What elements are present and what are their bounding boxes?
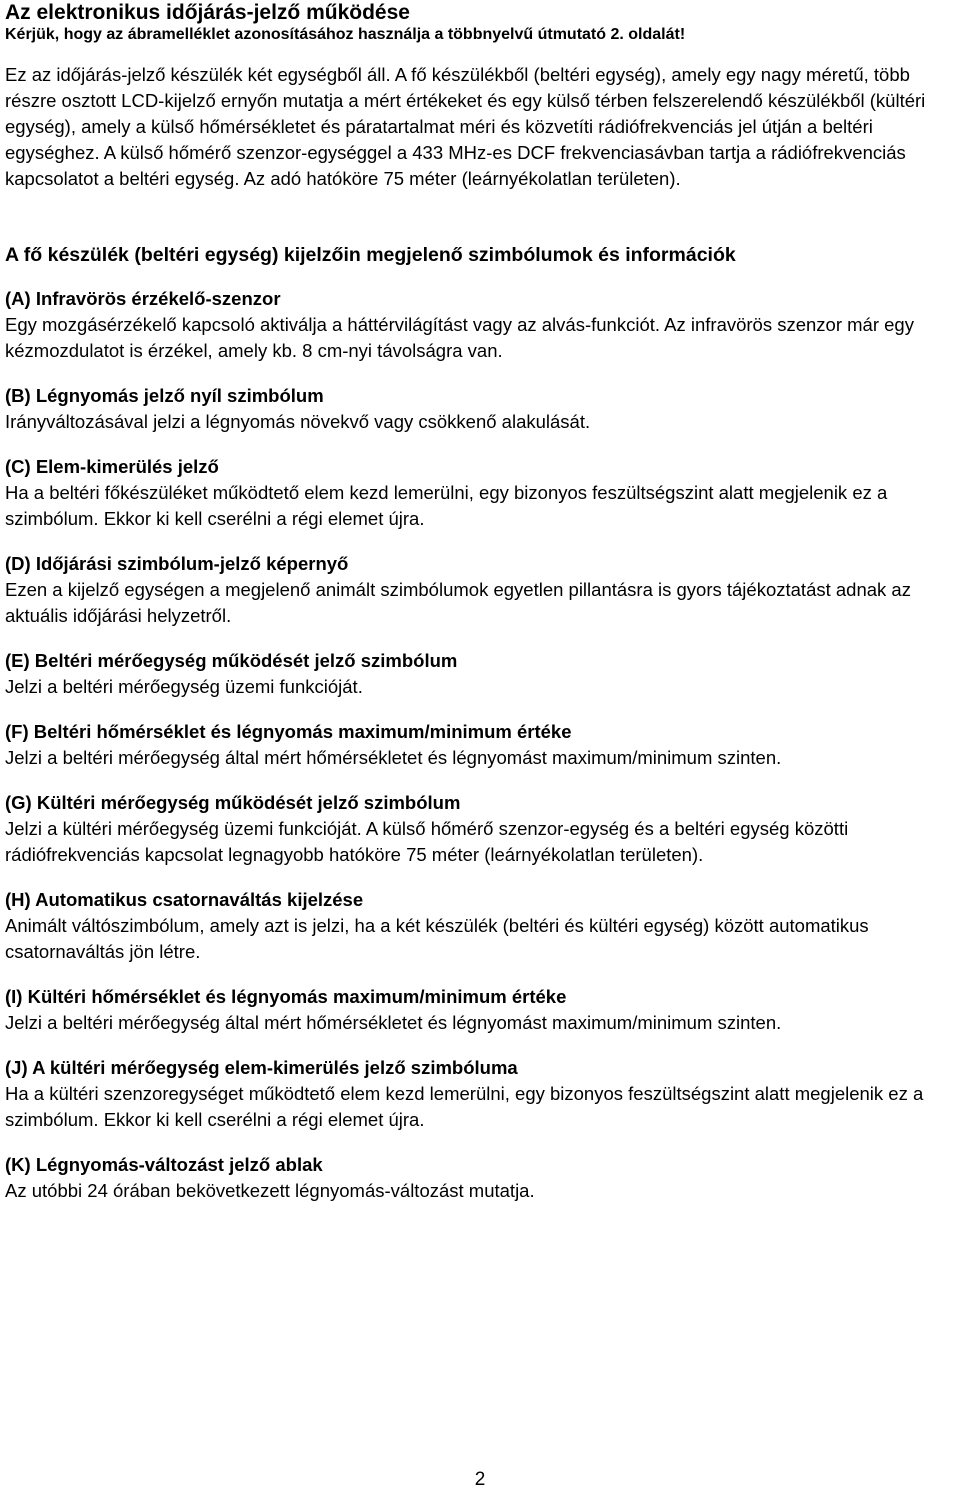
item-title: (B) Légnyomás jelző nyíl szimbólum — [5, 385, 324, 406]
item-d — [5, 551, 955, 629]
page-subtitle: Kérjük, hogy az ábramelléklet azonosításához használja a többnyelvű útmutató 2. oldalát! — [5, 26, 686, 43]
item-i — [5, 984, 955, 1036]
item-e — [5, 648, 955, 700]
item-a — [5, 286, 955, 364]
item-text: Jelzi a beltéri mérőegység által mért hőmérsékletet és légnyomást maximum/minimum szinten. — [5, 747, 782, 768]
item-j — [5, 1055, 955, 1133]
item-title: (D) Időjárási szimbólum-jelző képernyő — [5, 553, 349, 574]
item-c — [5, 454, 955, 532]
page-number: 2 — [474, 1469, 486, 1490]
page-title: Az elektronikus időjárás-jelző működése — [5, 1, 410, 24]
item-text: Ezen a kijelző egységen a megjelenő animált szimbólumok egyetlen pillantásra is gyors tájékoztatást adnak az aktuális időjárási helyzetről. — [5, 579, 911, 626]
intro-paragraph: Ez az időjárás-jelző készülék két egységből áll. A fő készülékből (beltéri egység), amely egy nagy méretű, több részre osztott LCD-kijelző ernyőn mutatja a mért értékeket és egy külső térben felszerelendő készülékből (kültéri egység), amely a külső hőmérsékletet és páratartalmat méri és közvetíti rádiófrekvenciás jel útján a beltéri egységhez. A külső hőmérő szenzor-egységgel a 433 MHz-es DCF frekvenciasávban tartja a rádiófrekvenciás kapcsolatot a beltéri egység. Az adó hatóköre 75 méter (leárnyékolatlan területen). — [5, 64, 926, 189]
section-heading: A fő készülék (beltéri egység) kijelzőin megjelenő szimbólumok és információk — [5, 244, 736, 266]
item-text: Ha a beltéri főkészüléket működtető elem kezd lemerülni, egy bizonyos feszültségszint alatt megjelenik ez a szimbólum. Ekkor ki kell cserélni a régi elemet újra. — [5, 482, 888, 529]
item-k — [5, 1152, 955, 1204]
item-title: (C) Elem-kimerülés jelző — [5, 456, 219, 477]
item-title: (G) Kültéri mérőegység működését jelző szimbólum — [5, 792, 461, 813]
item-text: Jelzi a kültéri mérőegység üzemi funkcióját. A külső hőmérő szenzor-egység és a beltéri egység közötti rádiófrekvenciás kapcsolat legnagyobb hatóköre 75 méter (leárnyékolatlan területen). — [5, 818, 849, 865]
item-text: Irányváltozásával jelzi a légnyomás növekvő vagy csökkenő alakulását. — [5, 411, 591, 432]
item-g — [5, 790, 955, 868]
item-b — [5, 383, 955, 435]
item-text: Animált váltószimbólum, amely azt is jelzi, ha a két készülék (beltéri és kültéri egység) között automatikus csatornaváltás jön létre. — [5, 915, 869, 962]
item-title: (I) Kültéri hőmérséklet és légnyomás maximum/minimum értéke — [5, 986, 567, 1007]
item-text: Ha a kültéri szenzoregységet működtető elem kezd lemerülni, egy bizonyos feszültségszint alatt megjelenik ez a szimbólum. Ekkor ki kell cserélni a régi elemet újra. — [5, 1083, 924, 1130]
item-f — [5, 719, 955, 771]
item-text: Jelzi a beltéri mérőegység által mért hőmérsékletet és légnyomást maximum/minimum szinten. — [5, 1012, 782, 1033]
item-title: (A) Infravörös érzékelő-szenzor — [5, 288, 281, 309]
item-text: Egy mozgásérzékelő kapcsoló aktiválja a háttérvilágítást vagy az alvás-funkciót. Az infravörös szenzor már egy kézmozdulatot is érzékel, amely kb. 8 cm-nyi távolságra van. — [5, 314, 914, 361]
item-h — [5, 887, 955, 965]
item-title: (F) Beltéri hőmérséklet és légnyomás maximum/minimum értéke — [5, 721, 572, 742]
item-title: (H) Automatikus csatornaváltás kijelzése — [5, 889, 364, 910]
item-text: Az utóbbi 24 órában bekövetkezett légnyomás-változást mutatja. — [5, 1180, 535, 1201]
item-title: (J) A kültéri mérőegység elem-kimerülés jelző szimbóluma — [5, 1057, 518, 1078]
item-title: (E) Beltéri mérőegység működését jelző szimbólum — [5, 650, 458, 671]
document-page — [5, 0, 955, 1223]
item-title: (K) Légnyomás-változást jelző ablak — [5, 1154, 323, 1175]
item-text: Jelzi a beltéri mérőegység üzemi funkcióját. — [5, 676, 363, 697]
